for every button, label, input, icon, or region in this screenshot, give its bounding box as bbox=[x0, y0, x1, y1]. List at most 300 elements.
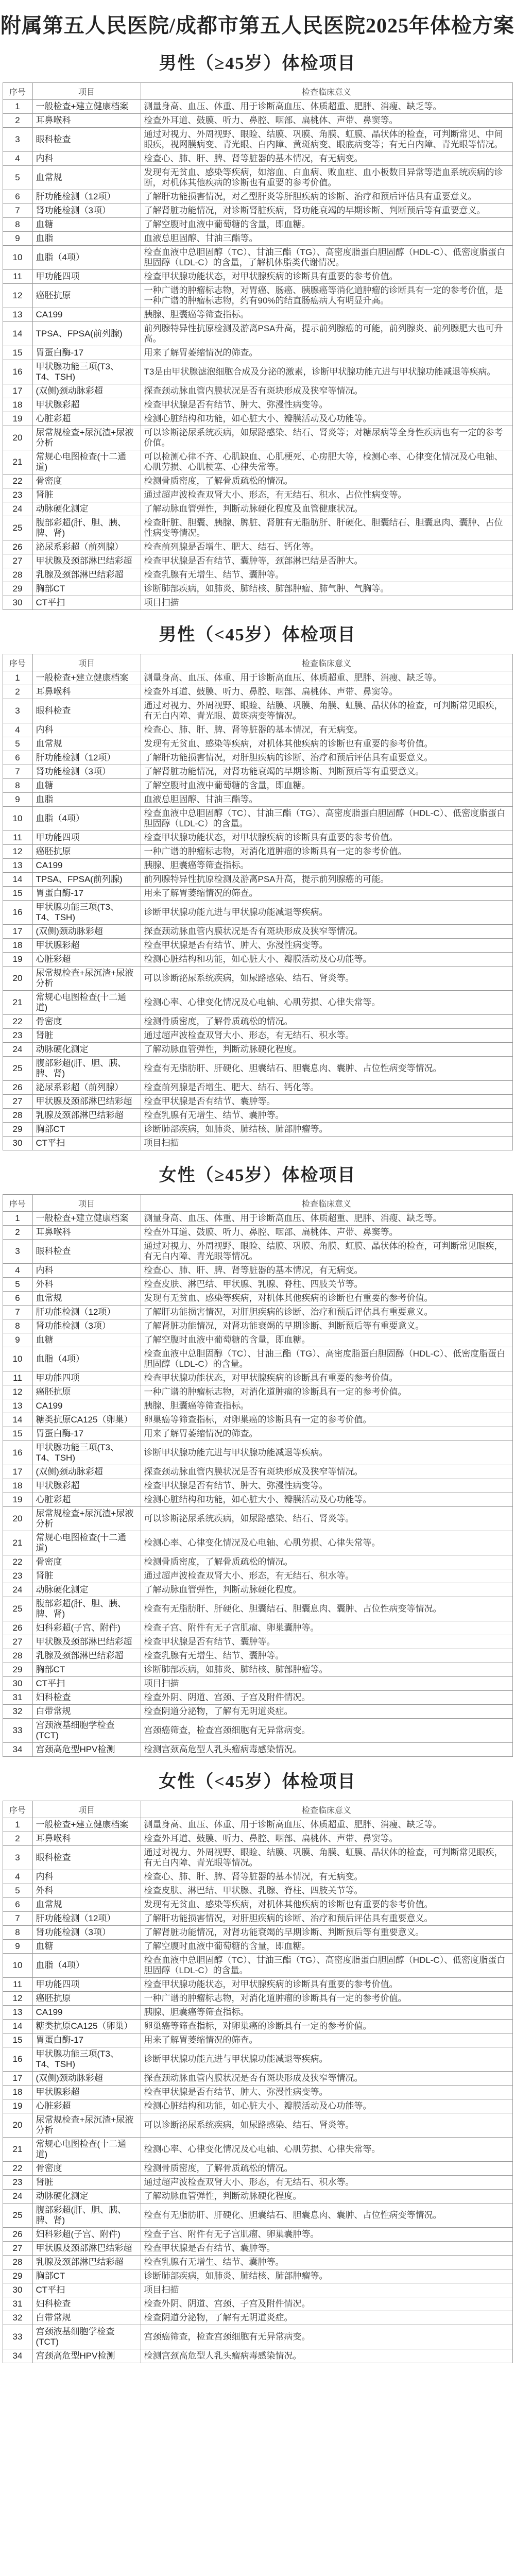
row-number: 16 bbox=[3, 1441, 32, 1465]
row-description: 检查血液中总胆固醇（TC）、甘油三酯（TG）、高密度脂蛋白胆固醇（HDL-C）、低密度脂蛋白胆固醇（LDL-C）的含量，了解机体脂类代谢情况。 bbox=[141, 246, 512, 270]
table-row bbox=[3, 204, 512, 218]
row-description: 胰腺、胆囊癌等筛查指标。 bbox=[141, 1399, 512, 1413]
row-description: 检查心、肺、肝、脾、肾等脏器的基本情况，有无病变。 bbox=[141, 152, 512, 166]
row-number: 1 bbox=[3, 671, 32, 685]
row-item: 甲状腺及颈部淋巴结彩超 bbox=[32, 1635, 141, 1649]
row-number: 3 bbox=[3, 699, 32, 723]
row-description: 检查血液中总胆固醇（TC）、甘油三酯（TG）、高密度脂蛋白胆固醇（HDL-C）、低密度脂蛋白胆固醇（LDL-C）的含量。 bbox=[141, 1954, 512, 1978]
row-item: 心脏彩超 bbox=[32, 2099, 141, 2113]
row-description: 检查外阴、阴道、宫颈、子宫及附件情况。 bbox=[141, 1691, 512, 1705]
row-description: 可以诊断泌尿系统疾病，如尿路感染、结石、肾炎等；对糖尿病等全身性疾病也有一定的参考价值。 bbox=[141, 426, 512, 450]
table-row bbox=[3, 953, 512, 967]
row-number: 10 bbox=[3, 246, 32, 270]
table-row bbox=[3, 1555, 512, 1569]
row-description: 诊断甲状腺功能亢进与甲状腺功能减退等疾病。 bbox=[141, 901, 512, 925]
row-description: 测量身高、血压、体重、用于诊断高血压、体质超重、肥胖、消瘦、缺乏等。 bbox=[141, 1818, 512, 1832]
table-row bbox=[3, 1940, 512, 1954]
row-description: 通过对视力、外周视野、眼睑、结膜、巩膜、角膜、虹膜、晶状体的检查，可判断常见眼疾，有无白内障、青光眼等情况。 bbox=[141, 1846, 512, 1870]
table-row bbox=[3, 2297, 512, 2311]
row-item: 胃蛋白酶-17 bbox=[32, 887, 141, 901]
row-description: 检查前列腺是否增生、肥大、结石、钙化等。 bbox=[141, 1081, 512, 1095]
row-item: (双侧)颈动脉彩超 bbox=[32, 384, 141, 398]
row-number: 18 bbox=[3, 939, 32, 953]
row-description: 检查皮肤、淋巴结、甲状腺、乳腺、脊柱、四肢关节等。 bbox=[141, 1884, 512, 1898]
row-number: 25 bbox=[3, 516, 32, 540]
row-description: 测量身高、血压、体重、用于诊断高血压、体质超重、肥胖、消瘦、缺乏等。 bbox=[141, 671, 512, 685]
row-number: 14 bbox=[3, 1413, 32, 1427]
header-no: 序号 bbox=[3, 1195, 32, 1212]
row-number: 12 bbox=[3, 1385, 32, 1399]
row-description: 用来了解胃萎缩情况的筛查。 bbox=[141, 346, 512, 360]
header-no: 序号 bbox=[3, 654, 32, 671]
row-description: 诊断肺部疾病，如肺炎、肺结核、肺部肿瘤、肺气肿、气胸等。 bbox=[141, 582, 512, 596]
row-description: 血液总胆固醇、甘油三酯等。 bbox=[141, 232, 512, 246]
table-row bbox=[3, 1870, 512, 1884]
row-item: 肾功能检测（3项） bbox=[32, 1926, 141, 1940]
table-row bbox=[3, 1278, 512, 1292]
row-description: 通过对视力、外周视野、眼睑、结膜、巩膜、角膜、虹膜、晶状体的检查，可判断常见眼疾，有无白内障、青光眼等情况。 bbox=[141, 1240, 512, 1264]
row-item: 糖类抗原CA125（卵巢） bbox=[32, 1413, 141, 1427]
row-item: 血脂 bbox=[32, 793, 141, 807]
row-number: 2 bbox=[3, 685, 32, 699]
section-title: 女性（≥45岁）体检项目 bbox=[159, 1166, 356, 1185]
row-item: 癌胚抗原 bbox=[32, 845, 141, 859]
row-number: 25 bbox=[3, 1597, 32, 1621]
header-item: 项目 bbox=[32, 654, 141, 671]
row-number: 9 bbox=[3, 793, 32, 807]
row-description: 检查肝脏、胆囊、胰腺、脾脏、肾脏有无脂肪肝、肝硬化、胆囊结石、胆囊息肉、囊肿、占位性病变等情况。 bbox=[141, 516, 512, 540]
row-item: 肾脏 bbox=[32, 1569, 141, 1583]
table-row bbox=[3, 218, 512, 232]
table-row bbox=[3, 2086, 512, 2099]
table-row bbox=[3, 1043, 512, 1057]
row-description: 检查甲状腺是否有结节、肿大、弥漫性病变等。 bbox=[141, 939, 512, 953]
row-description: 通过超声波检查双肾大小、形态，有无结石、积水、占位性病变等。 bbox=[141, 488, 512, 502]
row-item: 一般检查+建立健康档案 bbox=[32, 1212, 141, 1226]
table-row bbox=[3, 671, 512, 685]
row-number: 23 bbox=[3, 1029, 32, 1043]
row-item: 宫颈高危型HPV检测 bbox=[32, 2349, 141, 2363]
row-item: 尿常规检查+尿沉渣+尿液分析 bbox=[32, 1507, 141, 1531]
row-item: CA199 bbox=[32, 1399, 141, 1413]
table-row bbox=[3, 1884, 512, 1898]
row-item: 甲状腺彩超 bbox=[32, 2086, 141, 2099]
exam-table bbox=[3, 1801, 513, 2363]
row-item: 尿常规检查+尿沉渣+尿液分析 bbox=[32, 2113, 141, 2138]
row-description: 探查颈动脉血管内膜状况是否有斑块形成及狭窄等情况。 bbox=[141, 384, 512, 398]
row-item: 宫颈高危型HPV检测 bbox=[32, 1743, 141, 1757]
exam-table bbox=[3, 654, 513, 1150]
row-number: 18 bbox=[3, 2086, 32, 2099]
table-row bbox=[3, 2113, 512, 2138]
row-description: 检测心脏结构和功能，如心脏大小、瓣膜活动及心功能等。 bbox=[141, 412, 512, 426]
table-row bbox=[3, 807, 512, 831]
section-title: 男性（<45岁）体检项目 bbox=[159, 625, 356, 645]
row-number: 21 bbox=[3, 2138, 32, 2162]
table-row bbox=[3, 1333, 512, 1347]
table-row bbox=[3, 128, 512, 152]
row-number: 19 bbox=[3, 2099, 32, 2113]
row-item: 胃蛋白酶-17 bbox=[32, 1427, 141, 1441]
row-item: 内科 bbox=[32, 1264, 141, 1278]
row-number: 15 bbox=[3, 346, 32, 360]
row-item: 甲状腺及颈部淋巴结彩超 bbox=[32, 554, 141, 568]
row-item: 妇科检查 bbox=[32, 1691, 141, 1705]
row-number: 2 bbox=[3, 1226, 32, 1240]
exam-table bbox=[3, 82, 513, 610]
row-item: 白带常规 bbox=[32, 1705, 141, 1719]
row-item: 胃蛋白酶-17 bbox=[32, 2033, 141, 2047]
row-number: 31 bbox=[3, 1691, 32, 1705]
row-item: 一般检查+建立健康档案 bbox=[32, 1818, 141, 1832]
row-description: 用来了解胃萎缩情况的筛查。 bbox=[141, 2033, 512, 2047]
table-row bbox=[3, 1109, 512, 1123]
table-row bbox=[3, 488, 512, 502]
row-number: 15 bbox=[3, 887, 32, 901]
row-number: 18 bbox=[3, 1479, 32, 1493]
row-item: 乳腺及颈部淋巴结彩超 bbox=[32, 1109, 141, 1123]
row-item: CA199 bbox=[32, 2006, 141, 2020]
row-number: 17 bbox=[3, 925, 32, 939]
table-row bbox=[3, 967, 512, 991]
row-number: 3 bbox=[3, 1240, 32, 1264]
row-item: 眼科检查 bbox=[32, 1846, 141, 1870]
row-item: 肾脏 bbox=[32, 2176, 141, 2190]
row-item: (双侧)颈动脉彩超 bbox=[32, 925, 141, 939]
row-description: 用来了解胃萎缩情况的筛查。 bbox=[141, 887, 512, 901]
row-item: 胸部CT bbox=[32, 582, 141, 596]
row-number: 30 bbox=[3, 1677, 32, 1691]
row-item: 内科 bbox=[32, 152, 141, 166]
row-description: 检查甲状腺是否有结节、囊肿等。 bbox=[141, 2242, 512, 2256]
row-number: 13 bbox=[3, 308, 32, 322]
row-description: 一种广谱的肿瘤标志物，对胃癌、肠癌、胰腺癌等消化道肿瘤的诊断具有一定的参考价值，是一种广谱的肿瘤标志物，约有90%的结直肠癌病人有明显升高。 bbox=[141, 284, 512, 308]
row-description: 发现有无贫血、感染等疾病，对机体其他疾病的诊断也有重要的参考价值。 bbox=[141, 1898, 512, 1912]
row-number: 14 bbox=[3, 322, 32, 346]
table-row bbox=[3, 1385, 512, 1399]
row-item: 妇科彩超(子宫、附件) bbox=[32, 2228, 141, 2242]
row-description: 测量身高、血压、体重、用于诊断高血压、体质超重、肥胖、消瘦、缺乏等。 bbox=[141, 100, 512, 114]
row-number: 25 bbox=[3, 1057, 32, 1081]
row-number: 23 bbox=[3, 2176, 32, 2190]
row-number: 5 bbox=[3, 737, 32, 751]
table-row bbox=[3, 685, 512, 699]
table-row bbox=[3, 1569, 512, 1583]
table-row bbox=[3, 1583, 512, 1597]
row-item: 血糖 bbox=[32, 779, 141, 793]
table-row bbox=[3, 831, 512, 845]
row-description: 了解肝功能损害情况，对肝胆疾病的诊断、治疗和预后评估具有重要意义。 bbox=[141, 751, 512, 765]
row-item: 眼科检查 bbox=[32, 1240, 141, 1264]
exam-section bbox=[0, 1161, 515, 1757]
row-item: 泌尿系彩超（前列腺） bbox=[32, 540, 141, 554]
row-description: 一种广谱的肿瘤标志物，对消化道肿瘤的诊断具有一定的参考价值。 bbox=[141, 845, 512, 859]
row-item: 常规心电图检查(十二通道) bbox=[32, 991, 141, 1015]
row-description: 检测心率、心律变化情况及心电轴、心肌劳损、心律失常等。 bbox=[141, 1531, 512, 1555]
row-description: 检测心率、心律变化情况及心电轴、心肌劳损、心律失常等。 bbox=[141, 2138, 512, 2162]
table-row bbox=[3, 1705, 512, 1719]
row-description: 检查甲状腺功能状态，对甲状腺疾病的诊断具有重要的参考价值。 bbox=[141, 1371, 512, 1385]
table-row bbox=[3, 426, 512, 450]
row-number: 9 bbox=[3, 1333, 32, 1347]
row-item: 血脂（4项） bbox=[32, 1347, 141, 1371]
row-item: 甲状腺彩超 bbox=[32, 939, 141, 953]
row-number: 11 bbox=[3, 831, 32, 845]
row-number: 24 bbox=[3, 2190, 32, 2204]
row-description: 检查心、肺、肝、脾、肾等脏器的基本情况，有无病变。 bbox=[141, 723, 512, 737]
table-row bbox=[3, 2176, 512, 2190]
table-row bbox=[3, 1846, 512, 1870]
table-row bbox=[3, 582, 512, 596]
row-number: 3 bbox=[3, 128, 32, 152]
table-row bbox=[3, 1399, 512, 1413]
row-item: CT平扫 bbox=[32, 1137, 141, 1150]
row-number: 10 bbox=[3, 807, 32, 831]
table-row bbox=[3, 1743, 512, 1757]
row-number: 18 bbox=[3, 398, 32, 412]
row-description: 检测宫颈高危型人乳头瘤病毒感染情况。 bbox=[141, 2349, 512, 2363]
table-row bbox=[3, 100, 512, 114]
row-number: 30 bbox=[3, 2283, 32, 2297]
table-row bbox=[3, 166, 512, 190]
row-description: 胰腺、胆囊癌等筛查指标。 bbox=[141, 2006, 512, 2020]
row-number: 4 bbox=[3, 723, 32, 737]
row-item: 耳鼻喉科 bbox=[32, 1832, 141, 1846]
table-row bbox=[3, 1531, 512, 1555]
row-description: 了解空腹时血液中葡萄糖的含量，即血糖。 bbox=[141, 1940, 512, 1954]
table-row bbox=[3, 114, 512, 128]
table-row bbox=[3, 1029, 512, 1043]
row-item: 常规心电图检查(十二通道) bbox=[32, 450, 141, 474]
row-description: 了解肾脏功能情况，对肾功能衰竭的早期诊断、判断预后等有重要意义。 bbox=[141, 1319, 512, 1333]
table-row bbox=[3, 1832, 512, 1846]
table-row bbox=[3, 2020, 512, 2033]
row-number: 12 bbox=[3, 845, 32, 859]
row-item: 心脏彩超 bbox=[32, 1493, 141, 1507]
row-item: 血常规 bbox=[32, 1292, 141, 1306]
row-item: 眼科检查 bbox=[32, 699, 141, 723]
row-description: 用来了解胃萎缩情况的筛查。 bbox=[141, 1427, 512, 1441]
table-row bbox=[3, 1677, 512, 1691]
row-item: 血脂（4项） bbox=[32, 1954, 141, 1978]
row-number: 12 bbox=[3, 284, 32, 308]
row-number: 33 bbox=[3, 1719, 32, 1743]
row-description: 了解动脉血管弹性，判断动脉硬化程度及血管健康状况。 bbox=[141, 502, 512, 516]
row-item: 肝功能检测（12项） bbox=[32, 1306, 141, 1319]
row-item: 甲状腺功能三项(T3、T4、TSH) bbox=[32, 360, 141, 384]
row-item: 血脂（4项） bbox=[32, 246, 141, 270]
row-item: CA199 bbox=[32, 308, 141, 322]
row-description: 前列腺特异性抗原检测及游离PSA升高，提示前列腺癌的可能，前列腺炎、前列腺肥大也可升高。 bbox=[141, 322, 512, 346]
table-row bbox=[3, 737, 512, 751]
table-row bbox=[3, 925, 512, 939]
row-description: 检查甲状腺是否有结节、囊肿等。 bbox=[141, 1635, 512, 1649]
table-row bbox=[3, 398, 512, 412]
table-row bbox=[3, 793, 512, 807]
row-item: 癌胚抗原 bbox=[32, 1992, 141, 2006]
row-description: 检查心、肺、肝、脾、肾等脏器的基本情况，有无病变。 bbox=[141, 1264, 512, 1278]
row-item: 泌尿系彩超（前列腺） bbox=[32, 1081, 141, 1095]
row-number: 7 bbox=[3, 1306, 32, 1319]
row-number: 26 bbox=[3, 1081, 32, 1095]
row-number: 1 bbox=[3, 1212, 32, 1226]
row-item: 甲功能四项 bbox=[32, 270, 141, 284]
header-no: 序号 bbox=[3, 83, 32, 100]
row-number: 16 bbox=[3, 360, 32, 384]
row-number: 32 bbox=[3, 2311, 32, 2325]
row-description: 了解空腹时血液中葡萄糖的含量，即血糖。 bbox=[141, 1333, 512, 1347]
table-row bbox=[3, 152, 512, 166]
row-number: 34 bbox=[3, 2349, 32, 2363]
row-item: 甲状腺彩超 bbox=[32, 398, 141, 412]
table-row bbox=[3, 1057, 512, 1081]
row-item: 甲状腺功能三项(T3、T4、TSH) bbox=[32, 2047, 141, 2072]
table-row bbox=[3, 901, 512, 925]
row-number: 25 bbox=[3, 2204, 32, 2228]
table-header-row bbox=[3, 83, 512, 100]
table-row bbox=[3, 502, 512, 516]
table-row bbox=[3, 751, 512, 765]
row-number: 7 bbox=[3, 204, 32, 218]
table-row bbox=[3, 1898, 512, 1912]
row-item: 动脉硬化测定 bbox=[32, 1043, 141, 1057]
row-number: 27 bbox=[3, 2242, 32, 2256]
row-item: 眼科检查 bbox=[32, 128, 141, 152]
row-description: 诊断甲状腺功能亢进与甲状腺功能减退等疾病。 bbox=[141, 2047, 512, 2072]
row-number: 21 bbox=[3, 450, 32, 474]
row-description: 了解肝功能损害情况，对肝胆疾病的诊断、治疗和预后评估具有重要意义。 bbox=[141, 1912, 512, 1926]
row-description: 检查阴道分泌物，了解有无阴道炎症。 bbox=[141, 2311, 512, 2325]
row-number: 14 bbox=[3, 2020, 32, 2033]
row-description: 诊断甲状腺功能亢进与甲状腺功能减退等疾病。 bbox=[141, 1441, 512, 1465]
table-row bbox=[3, 991, 512, 1015]
row-description: 检测心脏结构和功能，如心脏大小、瓣膜活动及心功能等。 bbox=[141, 1493, 512, 1507]
row-item: 耳鼻喉科 bbox=[32, 685, 141, 699]
row-description: 了解肾脏功能情况，对肾功能衰竭的早期诊断、判断预后等有重要意义。 bbox=[141, 765, 512, 779]
row-description: 宫颈癌筛查，检查宫颈细胞有无异常病变。 bbox=[141, 2325, 512, 2349]
row-number: 26 bbox=[3, 1621, 32, 1635]
row-item: 心脏彩超 bbox=[32, 412, 141, 426]
table-row bbox=[3, 308, 512, 322]
row-description: 卵巢癌等筛查指标，对卵巢癌的诊断具有一定的参考价值。 bbox=[141, 1413, 512, 1427]
table-row bbox=[3, 1507, 512, 1531]
table-row bbox=[3, 1226, 512, 1240]
row-number: 29 bbox=[3, 1663, 32, 1677]
table-row bbox=[3, 1371, 512, 1385]
table-row bbox=[3, 2349, 512, 2363]
row-number: 20 bbox=[3, 2113, 32, 2138]
row-description: 了解空腹时血液中葡萄糖的含量，即血糖。 bbox=[141, 779, 512, 793]
row-number: 17 bbox=[3, 1465, 32, 1479]
row-description: 了解空腹时血液中葡萄糖的含量，即血糖。 bbox=[141, 218, 512, 232]
table-row bbox=[3, 2072, 512, 2086]
row-item: 宫颈液基细胞学检查(TCT) bbox=[32, 1719, 141, 1743]
row-number: 10 bbox=[3, 1347, 32, 1371]
row-description: 检查皮肤、淋巴结、甲状腺、乳腺、脊柱、四肢关节等。 bbox=[141, 1278, 512, 1292]
row-description: 可以诊断泌尿系统疾病，如尿路感染、结石、肾炎等。 bbox=[141, 2113, 512, 2138]
table-row bbox=[3, 284, 512, 308]
table-row bbox=[3, 1663, 512, 1677]
row-number: 22 bbox=[3, 2162, 32, 2176]
row-number: 22 bbox=[3, 1555, 32, 1569]
header-item: 项目 bbox=[32, 1801, 141, 1818]
row-item: CT平扫 bbox=[32, 596, 141, 610]
row-item: 乳腺及颈部淋巴结彩超 bbox=[32, 2256, 141, 2269]
table-row bbox=[3, 1926, 512, 1940]
row-item: 癌胚抗原 bbox=[32, 284, 141, 308]
table-row bbox=[3, 1992, 512, 2006]
row-item: 血常规 bbox=[32, 1898, 141, 1912]
table-row bbox=[3, 939, 512, 953]
row-number: 12 bbox=[3, 1992, 32, 2006]
row-number: 4 bbox=[3, 1870, 32, 1884]
row-item: 甲功能四项 bbox=[32, 1371, 141, 1385]
row-number: 21 bbox=[3, 1531, 32, 1555]
row-description: 检查乳腺有无增生、结节、囊肿等。 bbox=[141, 2256, 512, 2269]
table-row bbox=[3, 2138, 512, 2162]
table-row bbox=[3, 2099, 512, 2113]
row-item: 胸部CT bbox=[32, 2269, 141, 2283]
row-item: 乳腺及颈部淋巴结彩超 bbox=[32, 1649, 141, 1663]
exam-section bbox=[0, 1767, 515, 2363]
row-description: 检查外耳道、鼓膜、听力、鼻腔、咽部、扁桃体、声带、鼻窦等。 bbox=[141, 1226, 512, 1240]
row-description: 测量身高、血压、体重、用于诊断高血压、体质超重、肥胖、消瘦、缺乏等。 bbox=[141, 1212, 512, 1226]
table-row bbox=[3, 1818, 512, 1832]
row-number: 22 bbox=[3, 474, 32, 488]
row-item: 血脂（4项） bbox=[32, 807, 141, 831]
header-item: 项目 bbox=[32, 1195, 141, 1212]
row-description: 了解动脉血管弹性，判断动脉硬化程度。 bbox=[141, 2190, 512, 2204]
table-row bbox=[3, 1597, 512, 1621]
row-item: 妇科彩超(子宫、附件) bbox=[32, 1621, 141, 1635]
row-item: 肾功能检测（3项） bbox=[32, 765, 141, 779]
header-desc: 检查临床意义 bbox=[141, 1195, 512, 1212]
row-number: 8 bbox=[3, 1926, 32, 1940]
row-number: 22 bbox=[3, 1015, 32, 1029]
row-item: 甲状腺功能三项(T3、T4、TSH) bbox=[32, 901, 141, 925]
row-description: 检测宫颈高危型人乳头瘤病毒感染情况。 bbox=[141, 1743, 512, 1757]
row-description: 检查乳腺有无增生、结节、囊肿等。 bbox=[141, 1109, 512, 1123]
row-description: 一种广谱的肿瘤标志物，对消化道肿瘤的诊断具有一定的参考价值。 bbox=[141, 1385, 512, 1399]
table-row bbox=[3, 2228, 512, 2242]
row-description: 项目扫描 bbox=[141, 1137, 512, 1150]
row-number: 30 bbox=[3, 596, 32, 610]
row-description: 诊断肺部疾病，如肺炎、肺结核、肺部肿瘤等。 bbox=[141, 2269, 512, 2283]
row-number: 16 bbox=[3, 901, 32, 925]
row-description: 探查颈动脉血管内膜状况是否有斑块形成及狭窄等情况。 bbox=[141, 925, 512, 939]
section-title: 女性（<45岁）体检项目 bbox=[159, 1772, 356, 1791]
row-description: 检查外耳道、鼓膜、听力、鼻腔、咽部、扁桃体、声带、鼻窦等。 bbox=[141, 1832, 512, 1846]
table-row bbox=[3, 246, 512, 270]
table-row bbox=[3, 887, 512, 901]
row-item: 腹部彩超(肝、胆、胰、脾、肾) bbox=[32, 516, 141, 540]
table-row bbox=[3, 1212, 512, 1226]
table-row bbox=[3, 2033, 512, 2047]
row-description: 通过对视力、外周视野、眼睑、结膜、巩膜、角膜、虹膜、晶状体的检查，可判断常见、中间眼疾，视网膜病变、青光眼、白内障、黄斑病变、眼底病变等；有无白内障、青光眼等情况。 bbox=[141, 128, 512, 152]
header-item: 项目 bbox=[32, 83, 141, 100]
row-number: 7 bbox=[3, 765, 32, 779]
table-row bbox=[3, 2242, 512, 2256]
table-row bbox=[3, 554, 512, 568]
table-row bbox=[3, 322, 512, 346]
row-item: 尿常规检查+尿沉渣+尿液分析 bbox=[32, 426, 141, 450]
section-title: 男性（≥45岁）体检项目 bbox=[159, 54, 356, 73]
row-item: 动脉硬化测定 bbox=[32, 502, 141, 516]
exam-section bbox=[0, 49, 515, 610]
row-description: 检查甲状腺是否有结节、肿大、弥漫性病变等。 bbox=[141, 398, 512, 412]
row-description: 检查有无脂肪肝、肝硬化、胆囊结石、胆囊息肉、囊肿、占位性病变等情况。 bbox=[141, 2204, 512, 2228]
row-number: 27 bbox=[3, 1635, 32, 1649]
